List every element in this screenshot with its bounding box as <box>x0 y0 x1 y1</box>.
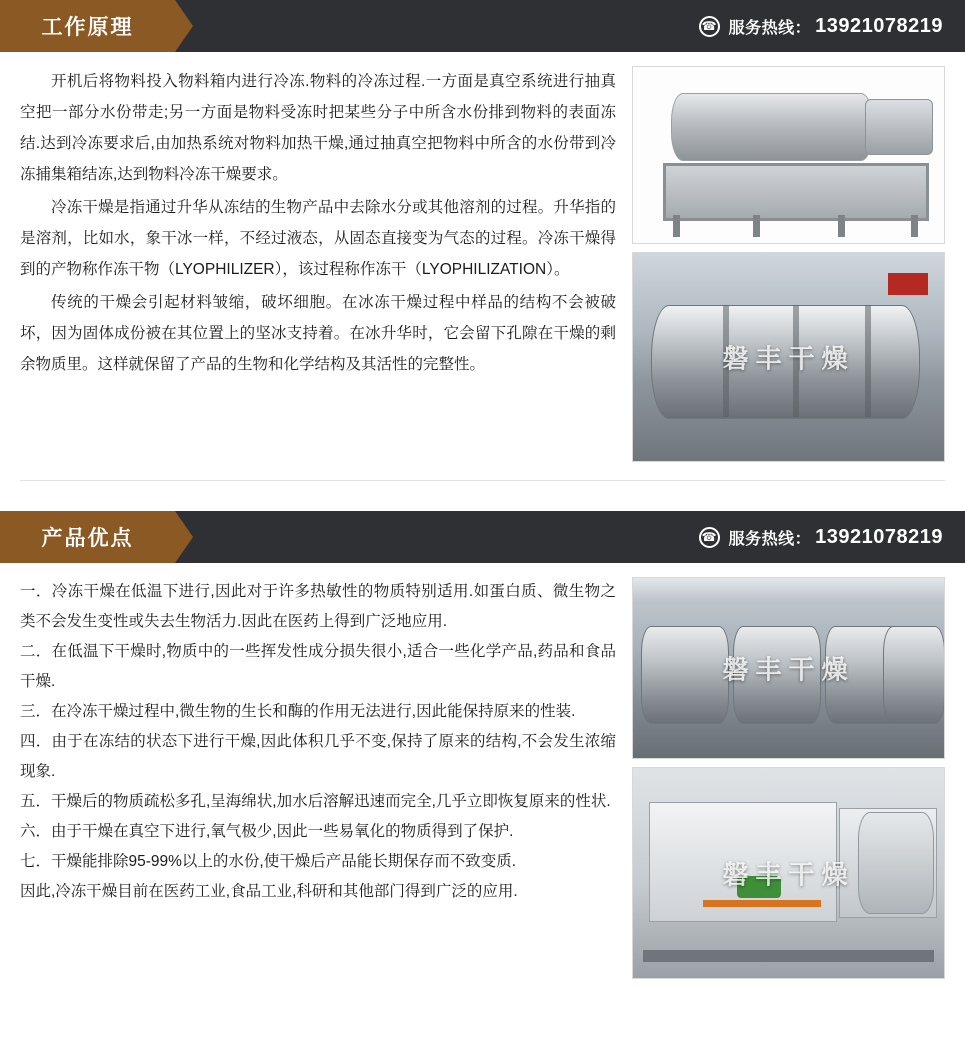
hotline-label: 服务热线： <box>728 19 812 37</box>
product-advantages-images <box>632 577 945 979</box>
list-item: 一．冷冻干燥在低温下进行,因此对于许多热敏性的物质特别适用.如蛋白质、微生物之类不会发生变性或失去生物活力.因此在医药上得到广泛地应用. <box>20 583 616 630</box>
section-tab-working-principle <box>0 0 175 52</box>
section-tab-label: 产品优点 <box>41 527 134 550</box>
hotline-working-principle <box>699 15 965 38</box>
list-item: 因此,冷冻干燥目前在医药工业,食品工业,科研和其他部门得到广泛的应用. <box>20 883 518 900</box>
list-item: 七．干燥能排除95-99%以上的水份,使干燥后产品能长期保存而不致变质. <box>20 853 517 870</box>
hotline-number: 13921078219 <box>815 525 943 548</box>
working-principle-images <box>632 66 945 462</box>
list-item: 六．由于干燥在真空下进行,氧气极少,因此一些易氧化的物质得到了保护. <box>20 823 514 840</box>
section-product-advantages <box>0 511 965 979</box>
list-item: 五．干燥后的物质疏松多孔,呈海绵状,加水后溶解迅速而完全,几乎立即恢复原来的性状. <box>20 793 611 810</box>
section-header-product-advantages <box>0 511 965 563</box>
product-advantages-list <box>20 577 632 979</box>
large-vacuum-tank-photo <box>632 252 945 462</box>
paragraph: 冷冻干燥是指通过升华从冻结的生物产品中去除水分或其他溶剂的过程。升华指的是溶剂，比如水，象干冰一样，不经过液态，从固态直接变为气态的过程。冷冻干燥得到的产物称作冻干物（LYOPHILIZER），该过程称作冻干（LYOPHILIZATION）。 <box>20 199 616 278</box>
section-tab-product-advantages <box>0 511 175 563</box>
paragraph: 开机后将物料投入物料箱内进行冷冻.物料的冷冻过程.一方面是真空系统进行抽真空把一部分水份带走;另一方面是物料受冻时把某些分子中所含水份排到物料的表面冻结.达到冷冻要求后,由加热系统对物料加热干燥,通过抽真空把物料中所含的水份带到冷冻捕集箱结冻,达到物料冷冻干燥要求。 <box>20 73 616 183</box>
photo-watermark: 磐丰干燥 <box>722 343 855 374</box>
section-header-working-principle <box>0 0 965 52</box>
photo-watermark: 磐丰干燥 <box>722 654 855 685</box>
hotline-number: 13921078219 <box>815 14 943 37</box>
list-item: 三．在冷冻干燥过程中,微生物的生长和酶的作用无法进行,因此能保持原来的性装. <box>20 703 576 720</box>
vessel-row-photo <box>632 577 945 759</box>
section-body-working-principle <box>0 52 965 462</box>
freeze-dry-machine-photo <box>632 767 945 979</box>
section-body-product-advantages <box>0 563 965 979</box>
list-item: 四．由于在冻结的状态下进行干燥,因此体积几乎不变,保持了原来的结构,不会发生浓缩现象. <box>20 733 616 780</box>
phone-icon: ☎ <box>699 527 720 548</box>
section-working-principle <box>0 0 965 481</box>
hotline-label: 服务热线： <box>728 530 812 548</box>
freeze-dryer-equipment-photo <box>632 66 945 244</box>
photo-watermark: 磐丰干燥 <box>722 859 855 890</box>
phone-icon: ☎ <box>699 16 720 37</box>
working-principle-text <box>20 66 632 462</box>
hotline-product-advantages <box>699 526 965 549</box>
section-tab-label: 工作原理 <box>41 16 134 39</box>
list-item: 二．在低温下干燥时,物质中的一些挥发性成分损失很小,适合一些化学产品,药品和食品干燥. <box>20 643 616 690</box>
paragraph: 传统的干燥会引起材料皱缩，破坏细胞。在冰冻干燥过程中样品的结构不会被破坏，因为固体成份被在其位置上的坚冰支持着。在冰升华时，它会留下孔隙在干燥的剩余物质里。这样就保留了产品的生物和化学结构及其活性的完整性。 <box>20 294 616 373</box>
